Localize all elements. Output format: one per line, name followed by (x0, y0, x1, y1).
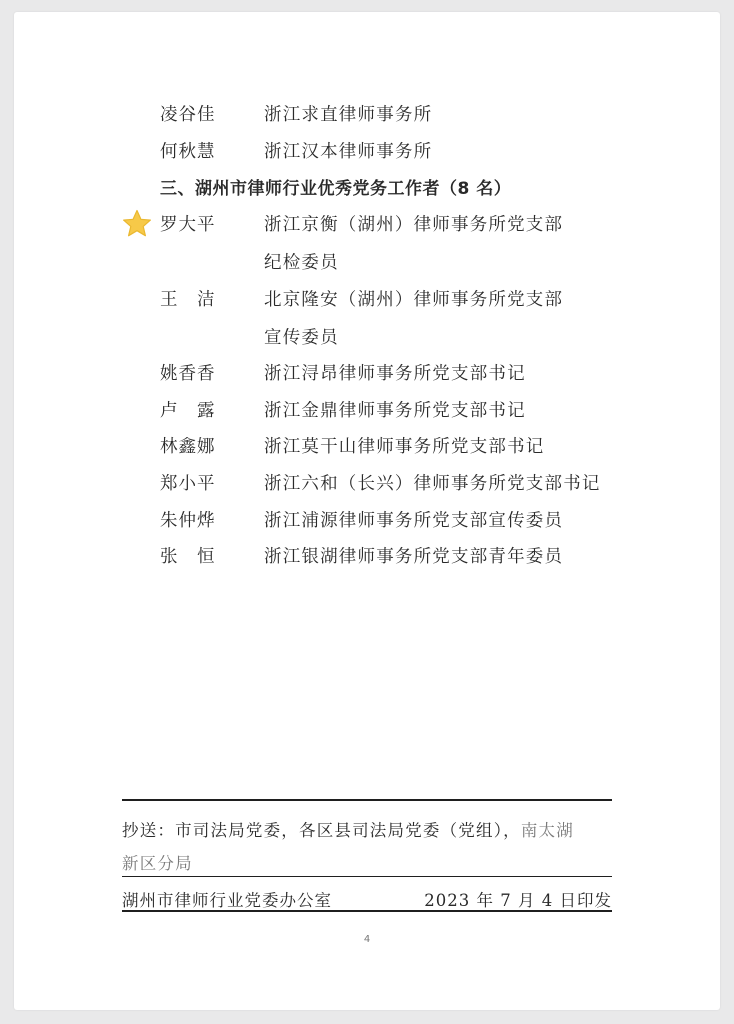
person-name: 郑小平 (160, 474, 216, 494)
organization: 浙江汉本律师事务所 (264, 142, 433, 162)
organization: 浙江京衡（湖州）律师事务所党支部 (264, 215, 564, 235)
star-icon[interactable] (121, 208, 153, 240)
organization: 浙江莫干山律师事务所党支部书记 (264, 437, 545, 457)
bottom-rule (122, 910, 612, 912)
organization-role: 纪检委员 (264, 253, 339, 273)
person-name: 罗大平 (160, 215, 216, 235)
organization: 浙江六和（长兴）律师事务所党支部书记 (264, 474, 601, 494)
organization-role: 宣传委员 (264, 328, 339, 348)
organization: 浙江求直律师事务所 (264, 105, 433, 125)
person-name: 张 恒 (160, 547, 216, 567)
cc-text: 抄送：市司法局党委，各区县司法局党委（党组）， (122, 821, 521, 840)
middle-rule (122, 876, 612, 877)
person-name: 凌谷佳 (160, 105, 216, 125)
person-name: 姚香香 (160, 364, 216, 384)
organization: 浙江金鼎律师事务所党支部书记 (264, 401, 526, 421)
issuer: 湖州市律师行业党委办公室 (122, 891, 332, 910)
organization: 浙江浔昂律师事务所党支部书记 (264, 364, 526, 384)
cc-text-grey-2: 新区分局 (122, 854, 193, 873)
section-heading: 三、湖州市律师行业优秀党务工作者（8 名） (160, 179, 512, 199)
issue-date: 2023 年 7 月 4 日印发 (424, 891, 612, 910)
cc-text-grey: 南太湖 (520, 821, 574, 840)
person-name: 朱仲烨 (160, 511, 216, 531)
person-name: 何秋慧 (160, 142, 216, 162)
cc-list (122, 814, 616, 880)
organization: 浙江银湖律师事务所党支部青年委员 (264, 547, 564, 567)
top-rule (122, 799, 612, 801)
page-number: 4 (363, 934, 371, 945)
person-name: 王 洁 (160, 290, 216, 310)
person-name: 卢 露 (160, 401, 216, 421)
person-name: 林鑫娜 (160, 437, 216, 457)
star-shape (124, 211, 151, 236)
organization: 浙江浦源律师事务所党支部宣传委员 (264, 511, 564, 531)
organization: 北京隆安（湖州）律师事务所党支部 (264, 290, 564, 310)
